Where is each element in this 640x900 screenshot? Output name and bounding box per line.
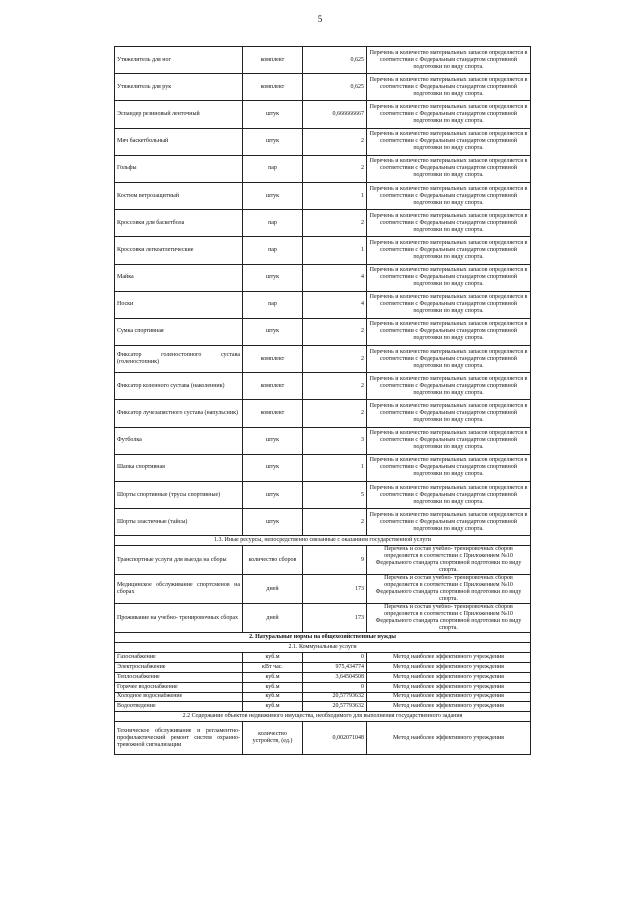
item-name: Костюм ветрозащитный: [115, 182, 243, 209]
section-heading: 2.2 Содержание объектов недвижимого имущества, необходимого для выполнения государственного задания: [115, 712, 531, 722]
item-unit: куб.м: [243, 682, 303, 692]
item-unit: штук: [243, 182, 303, 209]
item-qty: 173: [303, 575, 367, 604]
item-unit: комплект: [243, 400, 303, 427]
section-row: [115, 633, 531, 643]
item-note: Метод наиболее эффективного учреждения: [367, 682, 531, 692]
item-unit: комплект: [243, 74, 303, 101]
item-note: Перечень и количество материальных запасов определяется в соответствии с Федеральным стандартом спортивной подготовки по виду спорта.: [367, 264, 531, 291]
table-row: [115, 663, 531, 673]
item-name: Медицинское обслуживание спортсменов на сборах: [115, 575, 243, 604]
table-row: [115, 346, 531, 373]
item-note: Перечень и количество материальных запасов определяется в соответствии с Федеральным стандартом спортивной подготовки по виду спорта.: [367, 74, 531, 101]
item-name: Проживание на учебно- тренировочных сборах: [115, 604, 243, 633]
item-unit: пар: [243, 237, 303, 264]
item-qty: 20,57793632: [303, 702, 367, 712]
section-heading: 2. Натуральные нормы на общехозяйственные нужды: [115, 633, 531, 643]
item-note: Перечень и состав учебно- тренировочных сборов определяется в соответствии с Приложением №10 Федерального стандарта спортивной подготовки по виду спорта.: [367, 604, 531, 633]
item-unit: пар: [243, 210, 303, 237]
table-row: [115, 101, 531, 128]
item-name: Утяжелитель для рук: [115, 74, 243, 101]
item-note: Метод наиболее эффективного учреждения: [367, 702, 531, 712]
section-heading: 1.3. Иные ресурсы, непосредственно связанные с оказанием государственной услуги: [115, 536, 531, 546]
item-unit: куб.м: [243, 653, 303, 663]
item-qty: 1: [303, 237, 367, 264]
item-name: Гольфы: [115, 155, 243, 182]
item-qty: 1: [303, 454, 367, 481]
table-row: [115, 575, 531, 604]
table-row: [115, 210, 531, 237]
item-name: Кроссовки для баскетбола: [115, 210, 243, 237]
item-name: Мяч баскетбольный: [115, 128, 243, 155]
item-unit: куб.м: [243, 702, 303, 712]
item-note: Перечень и количество материальных запасов определяется в соответствии с Федеральным стандартом спортивной подготовки по виду спорта.: [367, 155, 531, 182]
table-row: [115, 546, 531, 575]
item-name: Утяжелитель для ног: [115, 47, 243, 74]
page-number: 5: [317, 14, 323, 24]
item-qty: 0,625: [303, 74, 367, 101]
item-note: Метод наиболее эффективного учреждения: [367, 672, 531, 682]
item-unit: куб.м: [243, 692, 303, 702]
item-name: Фиксатор лучезапястного сустава (напульсник): [115, 400, 243, 427]
table-row: [115, 427, 531, 454]
item-note: Перечень и количество материальных запасов определяется в соответствии с Федеральным стандартом спортивной подготовки по виду спорта.: [367, 318, 531, 345]
item-note: Метод наиболее эффективного учреждения: [367, 722, 531, 755]
table-row: [115, 692, 531, 702]
item-qty: 2: [303, 509, 367, 536]
table-row: [115, 722, 531, 755]
section-row: [115, 536, 531, 546]
norms-table: [114, 46, 531, 755]
item-qty: 2: [303, 210, 367, 237]
item-qty: 2: [303, 346, 367, 373]
table-row: [115, 702, 531, 712]
table-row: [115, 672, 531, 682]
item-name: Холодное водоснабжение: [115, 692, 243, 702]
item-qty: 2: [303, 128, 367, 155]
item-unit: пар: [243, 155, 303, 182]
item-note: Перечень и количество материальных запасов определяется в соответствии с Федеральным стандартом спортивной подготовки по виду спорта.: [367, 47, 531, 74]
item-name: Шапка спортивная: [115, 454, 243, 481]
item-qty: 3,64504508: [303, 672, 367, 682]
item-qty: 975,434774: [303, 663, 367, 673]
item-note: Перечень и количество материальных запасов определяется в соответствии с Федеральным стандартом спортивной подготовки по виду спорта.: [367, 101, 531, 128]
item-note: Перечень и количество материальных запасов определяется в соответствии с Федеральным стандартом спортивной подготовки по виду спорта.: [367, 427, 531, 454]
item-note: Перечень и количество материальных запасов определяется в соответствии с Федеральным стандартом спортивной подготовки по виду спорта.: [367, 400, 531, 427]
item-qty: 9: [303, 546, 367, 575]
item-unit: кВт час.: [243, 663, 303, 673]
table-row: [115, 373, 531, 400]
item-name: Кроссовки легкоатлетические: [115, 237, 243, 264]
item-note: Метод наиболее эффективного учреждения: [367, 692, 531, 702]
table-row: [115, 400, 531, 427]
item-unit: комплект: [243, 346, 303, 373]
table-row: [115, 653, 531, 663]
item-unit: комплект: [243, 373, 303, 400]
table-row: [115, 264, 531, 291]
table-row: [115, 237, 531, 264]
item-note: Перечень и количество материальных запасов определяется в соответствии с Федеральным стандартом спортивной подготовки по виду спорта.: [367, 237, 531, 264]
item-qty: 3: [303, 427, 367, 454]
item-note: Метод наиболее эффективного учреждения: [367, 653, 531, 663]
item-qty: 4: [303, 264, 367, 291]
item-name: Носки: [115, 291, 243, 318]
item-qty: 5: [303, 482, 367, 509]
section-heading: 2.1. Коммунальные услуги: [115, 643, 531, 653]
item-name: Майка: [115, 264, 243, 291]
table-row: [115, 482, 531, 509]
item-note: Перечень и количество материальных запасов определяется в соответствии с Федеральным стандартом спортивной подготовки по виду спорта.: [367, 509, 531, 536]
item-unit: штук: [243, 427, 303, 454]
item-name: Футболка: [115, 427, 243, 454]
item-note: Метод наиболее эффективного учреждения: [367, 663, 531, 673]
item-unit: штук: [243, 264, 303, 291]
item-note: Перечень и количество материальных запасов определяется в соответствии с Федеральным стандартом спортивной подготовки по виду спорта.: [367, 128, 531, 155]
item-note: Перечень и количество материальных запасов определяется в соответствии с Федеральным стандартом спортивной подготовки по виду спорта.: [367, 346, 531, 373]
item-unit: количество сборов: [243, 546, 303, 575]
table-row: [115, 74, 531, 101]
table-row: [115, 47, 531, 74]
item-unit: дней: [243, 604, 303, 633]
item-unit: штук: [243, 101, 303, 128]
item-name: Водоотведение: [115, 702, 243, 712]
item-unit: штук: [243, 128, 303, 155]
item-name: Шорты спортивные (трусы спортивные): [115, 482, 243, 509]
item-unit: количество устройств, (ед.): [243, 722, 303, 755]
item-qty: 1: [303, 182, 367, 209]
table-row: [115, 155, 531, 182]
item-qty: 2: [303, 373, 367, 400]
table-row: [115, 454, 531, 481]
item-note: Перечень и состав учебно- тренировочных сборов определяется в соответствии с Приложением №10 Федерального стандарта спортивной подготовки по виду спорта.: [367, 575, 531, 604]
item-qty: 20,57793632: [303, 692, 367, 702]
item-name: Фиксатор голеностопного сустава (голеностопник): [115, 346, 243, 373]
item-note: Перечень и количество материальных запасов определяется в соответствии с Федеральным стандартом спортивной подготовки по виду спорта.: [367, 210, 531, 237]
item-name: Электроснабжение: [115, 663, 243, 673]
item-qty: 0,002071048: [303, 722, 367, 755]
item-qty: 0,625: [303, 47, 367, 74]
item-name: Теплоснабжение: [115, 672, 243, 682]
item-unit: штук: [243, 509, 303, 536]
table-row: [115, 509, 531, 536]
item-name: Горячее водоснабжение: [115, 682, 243, 692]
item-unit: штук: [243, 454, 303, 481]
item-note: Перечень и состав учебно- тренировочных сборов определяется в соответствии с Приложением №10 Федерального стандарта спортивной подготовки по виду спорта.: [367, 546, 531, 575]
item-note: Перечень и количество материальных запасов определяется в соответствии с Федеральным стандартом спортивной подготовки по виду спорта.: [367, 454, 531, 481]
item-qty: 2: [303, 155, 367, 182]
item-note: Перечень и количество материальных запасов определяется в соответствии с Федеральным стандартом спортивной подготовки по виду спорта.: [367, 182, 531, 209]
item-name: Сумка спортивная: [115, 318, 243, 345]
item-unit: дней: [243, 575, 303, 604]
item-name: Газоснабжение: [115, 653, 243, 663]
item-unit: куб.м: [243, 672, 303, 682]
item-qty: 2: [303, 400, 367, 427]
section-row: [115, 643, 531, 653]
table-row: [115, 318, 531, 345]
item-note: Перечень и количество материальных запасов определяется в соответствии с Федеральным стандартом спортивной подготовки по виду спорта.: [367, 482, 531, 509]
table-row: [115, 291, 531, 318]
item-qty: 0: [303, 682, 367, 692]
item-name: Транспортные услуги для выезда на сборы: [115, 546, 243, 575]
item-unit: штук: [243, 318, 303, 345]
item-qty: 0: [303, 653, 367, 663]
item-unit: штук: [243, 482, 303, 509]
section-row: [115, 712, 531, 722]
item-name: Эспандер резиновый ленточный: [115, 101, 243, 128]
item-name: Техническое обслуживание и регламентно- профилактический ремонт систем охранно- тревожной сигнализации: [115, 722, 243, 755]
table-row: [115, 604, 531, 633]
item-qty: 0,666666667: [303, 101, 367, 128]
item-note: Перечень и количество материальных запасов определяется в соответствии с Федеральным стандартом спортивной подготовки по виду спорта.: [367, 373, 531, 400]
item-name: Шорты эластичные (тайсы): [115, 509, 243, 536]
item-unit: пар: [243, 291, 303, 318]
item-qty: 173: [303, 604, 367, 633]
item-note: Перечень и количество материальных запасов определяется в соответствии с Федеральным стандартом спортивной подготовки по виду спорта.: [367, 291, 531, 318]
table-row: [115, 182, 531, 209]
item-name: Фиксатор коленного сустава (наколенник): [115, 373, 243, 400]
item-qty: 2: [303, 318, 367, 345]
item-qty: 4: [303, 291, 367, 318]
table-row: [115, 682, 531, 692]
table-row: [115, 128, 531, 155]
item-unit: комплект: [243, 47, 303, 74]
